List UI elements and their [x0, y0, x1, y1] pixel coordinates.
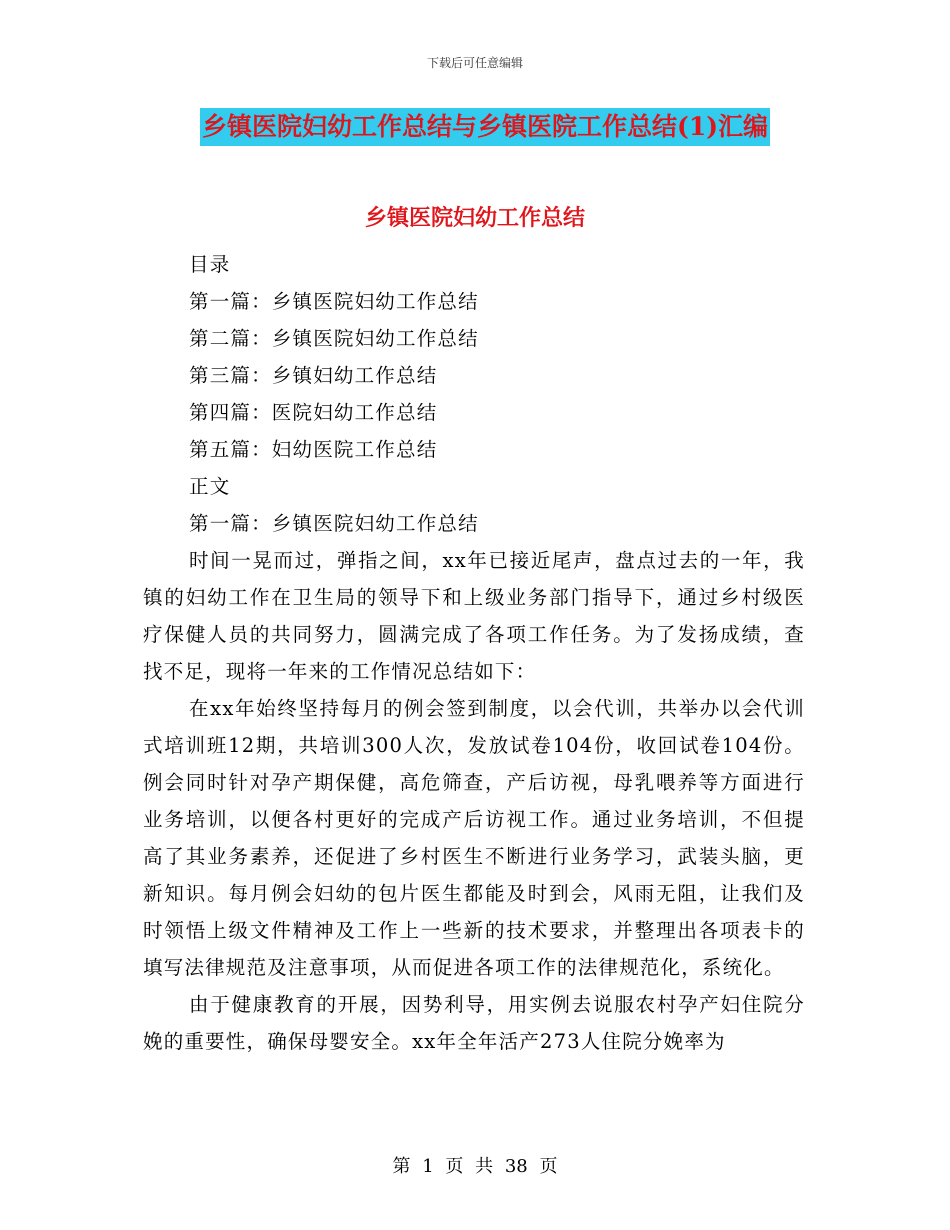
page-footer: 第 1 页 共 38 页 [392, 1156, 558, 1177]
toc-item: 第一篇：乡镇医院妇幼工作总结 [189, 290, 479, 313]
document-title: 乡镇医院妇幼工作总结与乡镇医院工作总结(1)汇编 [200, 108, 770, 146]
toc-heading: 目录 [189, 253, 231, 276]
chapter-heading: 第一篇：乡镇医院妇幼工作总结 [189, 512, 479, 535]
toc-item: 第二篇：乡镇医院妇幼工作总结 [189, 327, 479, 350]
toc-item: 第四篇：医院妇幼工作总结 [189, 401, 438, 424]
toc-item: 第三篇：乡镇妇幼工作总结 [189, 364, 438, 387]
section-title: 乡镇医院妇幼工作总结 [364, 205, 585, 231]
body-paragraph: 时间一晃而过，弹指之间，xx年已接近尾声，盘点过去的一年，我镇的妇幼工作在卫生局的领导下和上级业务部门指导下，通过乡村级医疗保健人员的共同努力，圆满完成了各项工作任务。为了发扬成绩，查找不足，现将一年来的工作情况总结如下： [143, 549, 805, 683]
document-body [143, 246, 805, 1060]
toc-item: 第五篇：妇幼医院工作总结 [189, 438, 438, 461]
body-paragraph: 由于健康教育的开展，因势利导，用实例去说服农村孕产妇住院分娩的重要性，确保母婴安全。xx年全年活产273人住院分娩率为 [143, 993, 805, 1053]
body-paragraph: 在xx年始终坚持每月的例会签到制度，以会代训，共举办以会代训式培训班12期，共培训300人次，发放试卷104份，收回试卷104份。例会同时针对孕产期保健，高危筛查，产后访视，母乳喂养等方面进行业务培训，以便各村更好的完成产后访视工作。通过业务培训，不但提高了其业务素养，还促进了乡村医生不断进行业务学习，武装头脑，更新知识。每月例会妇幼的包片医生都能及时到会，风雨无阻，让我们及时领悟上级文件精神及工作上一些新的技术要求，并整理出各项表卡的填写法律规范及注意事项，从而促进各项工作的法律规范化，系统化。 [143, 697, 805, 979]
body-heading: 正文 [189, 475, 231, 498]
header-note: 下载后可任意编辑 [426, 56, 523, 70]
